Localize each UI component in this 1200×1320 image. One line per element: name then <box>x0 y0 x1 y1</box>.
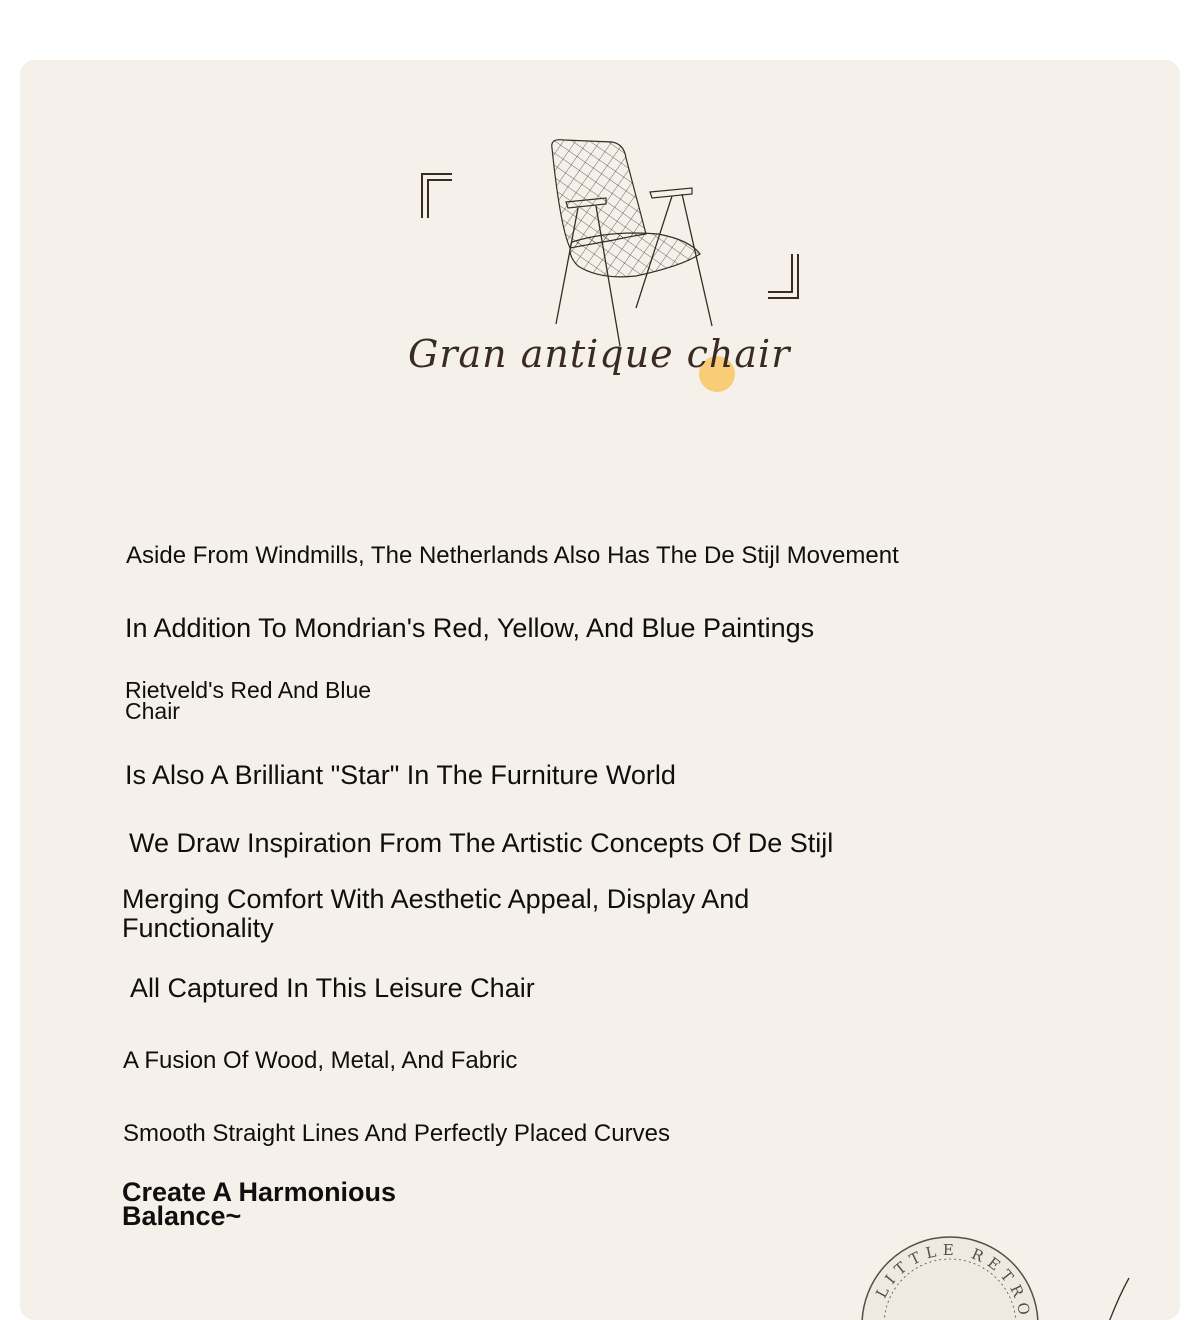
stamp-icon <box>855 1230 1045 1320</box>
text-line: Merging Comfort With Aesthetic Appeal, Display And Functionality <box>122 884 750 943</box>
decorative-stroke-icon <box>1105 1276 1135 1320</box>
content-card <box>20 60 1180 1320</box>
text-line: All Captured In This Leisure Chair <box>130 973 535 1003</box>
text-line: Aside From Windmills, The Netherlands Also Has The De Stijl Movement <box>126 542 899 569</box>
text-line: Rietveld's Red And Blue Chair <box>125 677 372 724</box>
text-line: Smooth Straight Lines And Perfectly Placed Curves <box>123 1120 670 1147</box>
stamp-logo <box>855 1230 1045 1320</box>
text-line: Is Also A Brilliant "Star" In The Furniture World <box>125 760 676 790</box>
text-line: A Fusion Of Wood, Metal, And Fabric <box>123 1047 518 1074</box>
text-line: We Draw Inspiration From The Artistic Concepts Of De Stijl <box>129 828 834 858</box>
text-line: In Addition To Mondrian's Red, Yellow, And Blue Paintings <box>125 613 815 643</box>
description-lines <box>20 60 1180 1320</box>
stamp-text: LITTLE RETRO <box>872 1240 1035 1320</box>
text-line: Create A Harmonious Balance~ <box>122 1177 397 1231</box>
logo-text: Gran antique chair <box>408 332 791 376</box>
